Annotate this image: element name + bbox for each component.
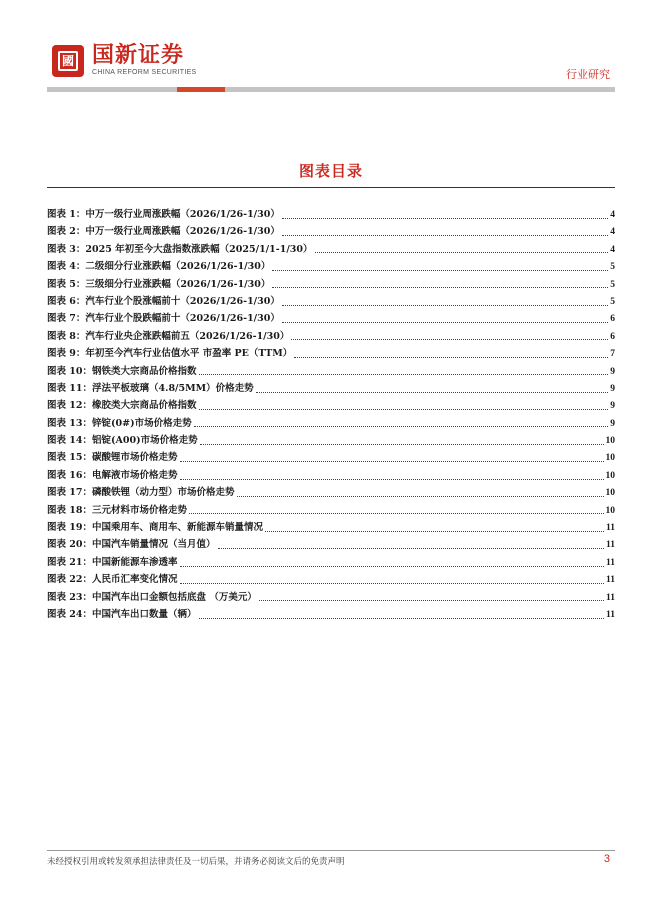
toc-entry-page: 10 [605, 470, 615, 481]
toc-entry[interactable] [47, 449, 615, 466]
toc-entry-leader [180, 582, 604, 584]
toc-entry-page: 11 [606, 592, 615, 603]
toc-entry-label: 图表 11：浮法平板玻璃（4.8/5MM）价格走势 [47, 382, 254, 394]
toc-entry-leader [237, 495, 604, 497]
toc-entry[interactable] [47, 432, 615, 449]
toc-entry-leader [189, 512, 603, 514]
toc-entry[interactable] [47, 606, 615, 623]
toc-entry-label: 图表 19：中国乘用车、商用车、新能源车销量情况 [47, 522, 264, 534]
toc-entry[interactable] [47, 519, 615, 536]
toc-entry-page: 5 [610, 279, 615, 290]
header-divider-accent [177, 87, 225, 92]
toc-entry-label: 图表 18：三元材料市场价格走势 [47, 504, 188, 516]
toc-entry-label: 图表 24：中国汽车出口数量（辆） [47, 608, 197, 620]
toc-entry-leader [199, 617, 604, 619]
toc-entry-label: 图表 22：人民币汇率变化情况 [47, 574, 178, 586]
toc-entry[interactable] [47, 571, 615, 588]
toc-entry-page: 11 [606, 523, 615, 534]
toc-entry-leader [259, 599, 604, 601]
toc-entry-label: 图表 5：三级细分行业涨跌幅（2026/1/26-1/30） [47, 278, 271, 290]
toc-entry-page: 6 [610, 314, 615, 325]
toc-entry[interactable] [47, 467, 615, 484]
toc-entry-page: 9 [610, 418, 615, 429]
toc-entry-page: 11 [606, 557, 615, 568]
brand-name-en: CHINA REFORM SECURITIES [92, 69, 197, 76]
toc-entry-page: 4 [610, 244, 615, 255]
toc-entry-leader [256, 391, 609, 393]
report-category: 行业研究 [566, 68, 610, 81]
toc-entry-leader [272, 286, 608, 288]
toc-entry-page: 10 [605, 488, 615, 499]
toc-entry-leader [282, 304, 608, 306]
toc-entry-label: 图表 14：铝锭(A00)市场价格走势 [47, 435, 198, 447]
toc-entry-leader [272, 269, 608, 271]
toc-entry-label: 图表 10：钢铁类大宗商品价格指数 [47, 365, 197, 377]
toc-entry[interactable] [47, 223, 615, 240]
toc-entry-page: 9 [610, 366, 615, 377]
toc-entry-label: 图表 2：中万一级行业周涨跌幅（2026/1/26-1/30） [47, 226, 280, 238]
toc-entry-page: 11 [606, 609, 615, 620]
company-logo [52, 44, 197, 77]
logo-glyph: 國 [58, 51, 78, 71]
toc-entry-page: 9 [610, 401, 615, 412]
toc-entry[interactable] [47, 276, 615, 293]
toc-divider [47, 187, 615, 188]
toc-entry-label: 图表 17：磷酸铁锂（动力型）市场价格走势 [47, 487, 235, 499]
toc-entry-leader [282, 217, 608, 219]
toc-entry[interactable] [47, 345, 615, 362]
toc-entry-leader [282, 321, 608, 323]
toc-entry-page: 5 [610, 262, 615, 273]
toc-entry-label: 图表 21：中国新能源车渗透率 [47, 556, 178, 568]
footer-disclaimer: 未经授权引用或转发须承担法律责任及一切后果，并请务必阅读文后的免责声明 [47, 857, 345, 867]
logo-icon [52, 45, 84, 77]
toc-entry-page: 11 [606, 575, 615, 586]
footer-divider [47, 850, 615, 851]
toc-entry-page: 11 [606, 540, 615, 551]
toc-entry-label: 图表 9：年初至今汽车行业估值水平 市盈率 PE（TTM） [47, 348, 293, 360]
toc-entry-leader [180, 565, 604, 567]
toc-entry-page: 10 [605, 436, 615, 447]
toc-entry-label: 图表 13：锌锭(0#)市场价格走势 [47, 417, 192, 429]
toc-entry-leader [199, 408, 609, 410]
toc-entry-page: 10 [605, 453, 615, 464]
toc-entry-leader [218, 547, 604, 549]
header-divider [47, 87, 615, 92]
toc-entry[interactable] [47, 502, 615, 519]
toc-entry-leader [282, 234, 608, 236]
toc-entry-leader [180, 478, 604, 480]
toc-entry-label: 图表 23：中国汽车出口金额包括底盘 （万美元） [47, 591, 257, 603]
toc-entry[interactable] [47, 536, 615, 553]
toc-entry-leader [315, 251, 609, 253]
toc-entry-leader [194, 425, 609, 427]
toc-entry[interactable] [47, 293, 615, 310]
toc-entry-page: 4 [610, 210, 615, 220]
toc-title: 图表目录 [298, 162, 363, 180]
toc-entry[interactable] [47, 241, 615, 258]
logo-text [92, 44, 197, 77]
toc-entry-leader [265, 530, 604, 532]
toc-list [47, 206, 615, 623]
toc-entry[interactable] [47, 363, 615, 380]
toc-entry-label: 图表 15：碳酸锂市场价格走势 [47, 452, 178, 464]
toc-entry-page: 5 [610, 296, 615, 307]
toc-entry-label: 图表 3：2025 年初至今大盘指数涨跌幅（2025/1/1-1/30） [47, 243, 313, 255]
toc-entry-leader [199, 373, 609, 375]
toc-entry[interactable] [47, 258, 615, 275]
toc-entry[interactable] [47, 397, 615, 414]
toc-entry[interactable] [47, 589, 615, 606]
page-number: 3 [603, 853, 610, 865]
toc-entry-page: 9 [610, 383, 615, 394]
brand-name-cn: 国新证券 [92, 43, 185, 68]
toc-entry-page: 4 [610, 227, 615, 238]
toc-entry-label: 图表 20：中国汽车销量情况（当月值） [47, 539, 216, 551]
toc-entry[interactable] [47, 554, 615, 571]
toc-entry[interactable] [47, 328, 615, 345]
toc-entry-leader [200, 443, 604, 445]
toc-entry-page: 10 [605, 505, 615, 516]
toc-entry[interactable] [47, 310, 615, 327]
toc-entry[interactable] [47, 484, 615, 501]
toc-entry-leader [180, 460, 604, 462]
toc-entry[interactable] [47, 415, 615, 432]
toc-entry-label: 图表 16：电解液市场价格走势 [47, 469, 178, 481]
toc-entry-label: 图表 4：二级细分行业涨跌幅（2026/1/26-1/30） [47, 261, 271, 273]
toc-entry-label: 图表 12：橡胶类大宗商品价格指数 [47, 400, 197, 412]
toc-entry-label: 图表 8：汽车行业央企涨跌幅前五（2026/1/26-1/30） [47, 330, 290, 342]
toc-entry-label: 图表 7：汽车行业个股跌幅前十（2026/1/26-1/30） [47, 313, 280, 325]
toc-entry-leader [291, 338, 608, 340]
toc-entry-page: 7 [610, 349, 615, 360]
toc-entry-leader [294, 356, 608, 358]
toc-entry-label: 图表 1：中万一级行业周涨跌幅（2026/1/26-1/30） [47, 209, 280, 220]
toc-entry-label: 图表 6：汽车行业个股涨幅前十（2026/1/26-1/30） [47, 295, 280, 307]
toc-entry[interactable] [47, 380, 615, 397]
toc-entry[interactable] [47, 206, 615, 223]
toc-entry-page: 6 [610, 331, 615, 342]
